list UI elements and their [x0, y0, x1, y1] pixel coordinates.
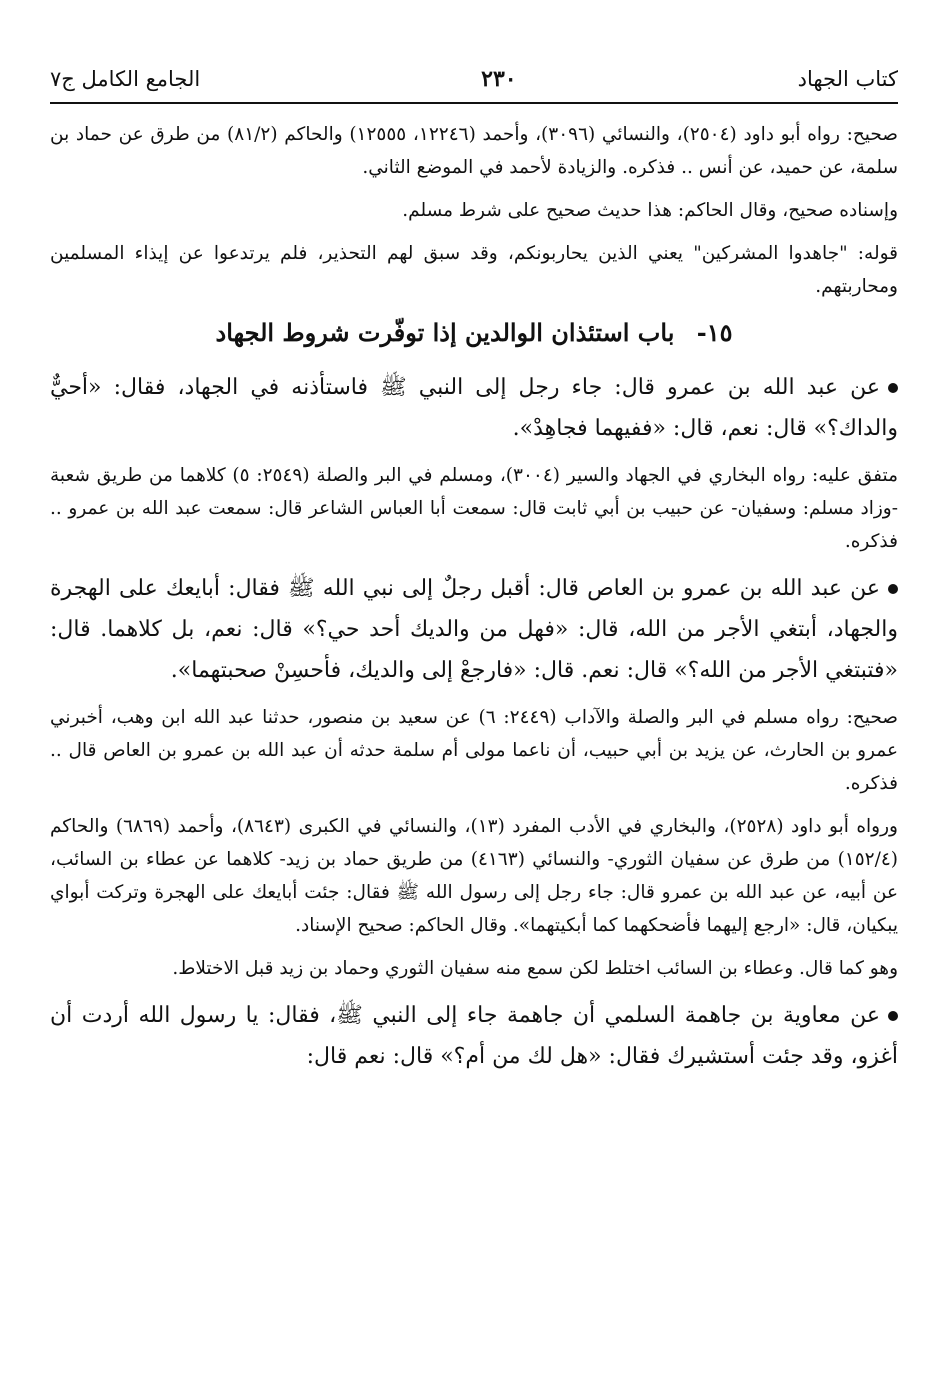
commentary-note: وهو كما قال. وعطاء بن السائب اختلط لكن سمع منه سفيان الثوري وحماد بن زيد قبل الاختلاط.: [172, 958, 898, 979]
commentary-note: قوله: "جاهدوا المشركين" يعني الذين يحاربونكم، وقد سبق لهم التحذير، فلم يرتدعوا عن إيذاء المسلمين ومحاربتهم.: [50, 243, 898, 297]
hadith-text: [50, 995, 898, 1077]
hadith-body: عن عبد الله بن عمرو بن العاص قال: أقبل رجلٌ إلى نبي الله ﷺ فقال: أبايعك على الهجرة والجهاد، أبتغي الأجر من الله، قال: «فهل من والديك أحد حي؟» قال: نعم، بل كلاهما. قال: «فتبتغي الأجر من الله؟» قال: نعم. قال: «فارجعْ إلى والديك، فأحسِنْ صحبتهما».: [50, 576, 898, 683]
bullet-icon: [888, 584, 898, 594]
chapter-title: باب استئذان الوالدين إذا توفّرت شروط الجهاد: [215, 318, 675, 347]
takhrij-note: ورواه أبو داود (٢٥٢٨)، والبخاري في الأدب المفرد (١٣)، والنسائي في الكبرى (٨٦٤٣)، وأحمد (٦٨٦٩) والحاكم (١٥٢/٤) من طرق عن سفيان الثوري- والنسائي (٤١٦٣) من طريق حماد بن زيد- كلاهما عن عطاء بن السائب، عن أبيه، عن عبد الله بن عمرو قال: جاء رجل إلى رسول الله ﷺ فقال: جئت أبايعك على الهجرة وتركت أبواي يبكيان، قال: «ارجع إليهما فأضحكهما كما أبكيتهما». وقال الحاكم: صحيح الإسناد.: [50, 816, 898, 936]
page-number: ٢٣٠: [481, 66, 517, 92]
chapter-number: ١٥-: [696, 318, 733, 347]
takhrij-note: وإسناده صحيح، وقال الحاكم: هذا حديث صحيح على شرط مسلم.: [402, 200, 898, 221]
book-volume-title: الجامع الكامل ج٧: [50, 67, 201, 91]
header-divider: [50, 102, 898, 104]
takhrij-note: صحيح: رواه مسلم في البر والصلة والآداب (٢٤٤٩: ٦) عن سعيد بن منصور، حدثنا عبد الله ابن وهب، أخبرني عمرو بن الحارث، عن يزيد بن أبي حبيب، أن ناعما مولى أم سلمة حدثه أن عبد الله بن عمرو بن العاص قال .. فذكره.: [50, 707, 898, 794]
book-page: [50, 62, 898, 1087]
bullet-icon: [888, 383, 898, 393]
book-section-title: كتاب الجهاد: [797, 67, 898, 91]
hadith-text: [50, 568, 898, 691]
page-header: [50, 62, 898, 96]
chapter-heading: [50, 313, 898, 353]
bullet-icon: [888, 1011, 898, 1021]
hadith-body: عن عبد الله بن عمرو قال: جاء رجل إلى النبي ﷺ فاستأذنه في الجهاد، فقال: «أحيٌّ والداك؟» قال: نعم، قال: «ففيهما فجاهِدْ».: [50, 375, 898, 441]
hadith-body: عن معاوية بن جاهمة السلمي أن جاهمة جاء إلى النبي ﷺ، فقال: يا رسول الله أردت أن أغزو، وقد جئت أستشيرك فقال: «هل لك من أم؟» قال: نعم قال:: [50, 1003, 898, 1069]
takhrij-note: صحيح: رواه أبو داود (٢٥٠٤)، والنسائي (٣٠٩٦)، وأحمد (١٢٢٤٦، ١٢٥٥٥) والحاكم (٨١/٢) من طرق عن حماد بن سلمة، عن حميد، عن أنس .. فذكره. والزيادة لأحمد في الموضع الثاني.: [50, 124, 898, 178]
hadith-text: [50, 367, 898, 449]
takhrij-note: متفق عليه: رواه البخاري في الجهاد والسير (٣٠٠٤)، ومسلم في البر والصلة (٢٥٤٩: ٥) كلاهما من طريق شعبة -وزاد مسلم: وسفيان- عن حبيب بن أبي ثابت قال: سمعت أبا العباس الشاعر قال: سمعت عبد الله بن عمرو .. فذكره.: [50, 465, 898, 552]
